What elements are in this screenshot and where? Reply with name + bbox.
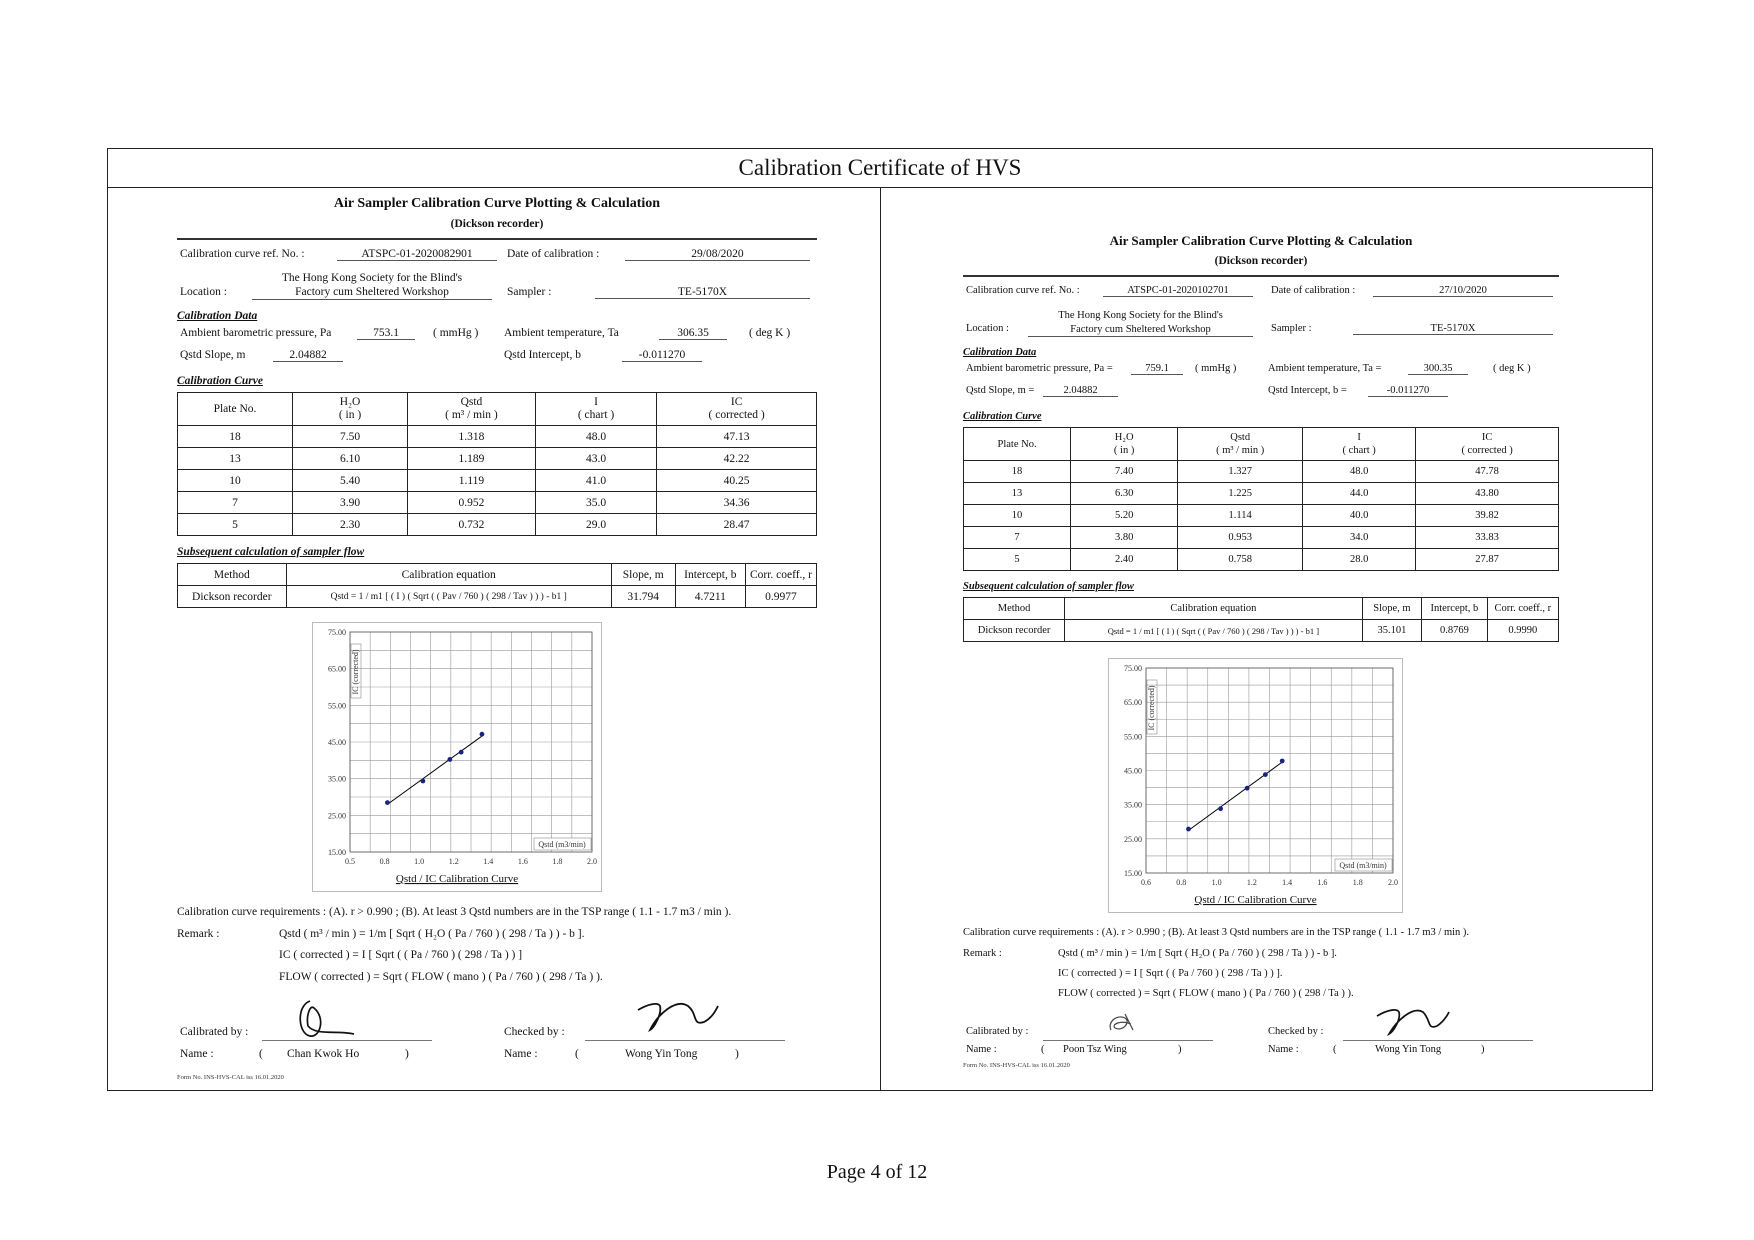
- col-qstd-name: Qstd: [1230, 432, 1251, 443]
- table-row: [964, 527, 1559, 549]
- location-label: Location :: [180, 286, 227, 298]
- table-row: [178, 426, 817, 448]
- calc-col-method: Method: [178, 564, 287, 586]
- ref-label: Calibration curve ref. No. :: [180, 248, 305, 260]
- requirements-text: Calibration curve requirements : (A). r > 0.990 ; (B). At least 3 Qstd numbers are in the TSP range ( 1.1 - 1.7 m3 / min ).: [177, 906, 732, 918]
- cell: 0.953: [1178, 527, 1303, 549]
- pressure-unit: ( mmHg ): [1195, 363, 1237, 374]
- x-axis-label: Qstd (m3/min): [1339, 861, 1387, 870]
- col-ic-name: IC: [730, 396, 743, 408]
- data-point: [421, 779, 426, 784]
- slope-row: [963, 385, 1559, 403]
- cell: 29.0: [535, 514, 656, 536]
- sheet-subtitle: (Dickson recorder): [1214, 255, 1308, 267]
- table-row: [178, 514, 817, 536]
- table-row: [964, 461, 1559, 483]
- table-header-row: [178, 393, 817, 426]
- title-rule: [963, 275, 1559, 277]
- temp-label: Ambient temperature, Ta: [504, 327, 619, 339]
- cell: 39.82: [1416, 505, 1559, 527]
- cell: 0.9977: [745, 586, 816, 608]
- col-h2o-name: H₂O: [1114, 432, 1134, 443]
- checked-line: [585, 1040, 785, 1041]
- intercept-label: Qstd Intercept, b: [504, 349, 581, 361]
- col-qstd: [1178, 428, 1303, 461]
- col-ic-name: IC: [1481, 432, 1493, 443]
- slope-value: 2.04882: [273, 349, 343, 362]
- calibrated-label: Calibrated by :: [180, 1026, 249, 1038]
- cell: 7.50: [293, 426, 408, 448]
- sampler-value: TE-5170X: [1353, 323, 1553, 335]
- checker-signature: [1373, 1000, 1453, 1038]
- temp-label: Ambient temperature, Ta =: [1268, 363, 1382, 374]
- cell: 5.20: [1071, 505, 1178, 527]
- cell: 18: [178, 426, 293, 448]
- table-row: [178, 448, 817, 470]
- y-tick-label: 55.00: [328, 701, 346, 711]
- col-i-unit: ( chart ): [1342, 445, 1376, 456]
- remark-line: Qstd ( m³ / min ) = 1/m [ Sqrt ( H₂O ( Pa / 760 ) ( 298 / Ta ) ) - b ].: [279, 928, 585, 940]
- cell: 35.0: [535, 492, 656, 514]
- ref-value: ATSPC-01-2020082901: [337, 248, 497, 261]
- sheet-subtitle: (Dickson recorder): [450, 218, 544, 230]
- name-label: Name :: [966, 1044, 997, 1055]
- calibrator-signature: [292, 996, 362, 1044]
- data-point: [1280, 759, 1285, 764]
- temp-value: 306.35: [659, 327, 727, 340]
- chart-title: Qstd / IC Calibration Curve: [1194, 894, 1317, 906]
- location-line1: The Hong Kong Society for the Blind's: [281, 272, 463, 284]
- sheet-title: Air Sampler Calibration Curve Plotting & Calculation: [333, 196, 661, 211]
- calc-col-equation: Calibration equation: [286, 564, 611, 586]
- x-tick-label: 1.6: [517, 857, 528, 866]
- table-header-row: [964, 428, 1559, 461]
- x-tick-label: 1.6: [1317, 878, 1328, 887]
- bracket-open: (: [575, 1048, 579, 1060]
- calibration-sheet-left: [177, 196, 817, 1081]
- x-tick-label: 1.0: [414, 857, 425, 866]
- col-i-name: I: [594, 396, 598, 408]
- cell: 48.0: [1303, 461, 1416, 483]
- calc-header-row: [178, 564, 817, 586]
- location-row: [963, 307, 1559, 339]
- table-row: [964, 620, 1559, 642]
- ref-row: [963, 285, 1559, 303]
- name-label: Name :: [504, 1048, 538, 1060]
- cell: 5: [178, 514, 293, 536]
- cell: 0.758: [1178, 549, 1303, 571]
- cell: 7: [964, 527, 1071, 549]
- cell: 42.22: [657, 448, 817, 470]
- flow-calc-table: [963, 597, 1559, 642]
- col-h2o-unit: ( in ): [1113, 445, 1135, 456]
- x-tick-label: 0.8: [1176, 878, 1187, 887]
- calibration-chart-svg: [312, 622, 602, 892]
- calibration-table: [177, 392, 817, 536]
- calc-col-corr: Corr. coeff., r: [1487, 598, 1558, 620]
- calc-col-equation: Calibration equation: [1065, 598, 1363, 620]
- temp-value: 300.35: [1408, 363, 1468, 375]
- x-tick-label: 0.5: [345, 857, 355, 866]
- col-i-name: I: [1357, 432, 1361, 443]
- cell: 5: [964, 549, 1071, 571]
- checker-name: Wong Yin Tong: [1375, 1044, 1442, 1055]
- sampler-label: Sampler :: [507, 286, 552, 298]
- cell: 47.78: [1416, 461, 1559, 483]
- bracket-close: ): [405, 1048, 409, 1060]
- cell: 13: [964, 483, 1071, 505]
- y-tick-label: 75.00: [1124, 664, 1142, 673]
- remark-line: FLOW ( corrected ) = Sqrt ( FLOW ( mano ) ( Pa / 760 ) ( 298 / Ta ) ).: [279, 971, 603, 983]
- cell: 34.36: [657, 492, 817, 514]
- cell: 28.47: [657, 514, 817, 536]
- cell: 2.30: [293, 514, 408, 536]
- calibrated-line: [1043, 1040, 1213, 1041]
- ref-label: Calibration curve ref. No. :: [966, 285, 1080, 296]
- intercept-value: -0.011270: [622, 349, 702, 362]
- subsequent-heading: Subsequent calculation of sampler flow: [963, 581, 1134, 592]
- checked-line: [1343, 1040, 1533, 1041]
- ref-row: [177, 248, 817, 266]
- x-tick-label: 1.8: [1352, 878, 1363, 887]
- table-row: [178, 586, 817, 608]
- cell: 1.189: [408, 448, 536, 470]
- data-point: [1186, 827, 1191, 832]
- signature-block: [963, 1014, 1559, 1058]
- cell: 0.8769: [1422, 620, 1487, 642]
- calc-col-intercept: Intercept, b: [675, 564, 745, 586]
- subsequent-heading: Subsequent calculation of sampler flow: [177, 546, 365, 558]
- y-tick-label: 65.00: [328, 664, 346, 674]
- chart-title: Qstd / IC Calibration Curve: [395, 873, 519, 885]
- cell: 6.30: [1071, 483, 1178, 505]
- checker-signature: [632, 992, 722, 1036]
- col-qstd-unit: ( m³ / min ): [445, 409, 498, 421]
- calibration-chart: [1108, 658, 1403, 913]
- table-row: [964, 483, 1559, 505]
- slope-label: Qstd Slope, m =: [966, 385, 1035, 396]
- cell: 10: [178, 470, 293, 492]
- cell: 1.327: [1178, 461, 1303, 483]
- y-tick-label: 15.00: [328, 848, 346, 857]
- cell: 44.0: [1303, 483, 1416, 505]
- cell: 4.7211: [675, 586, 745, 608]
- cell: 6.10: [293, 448, 408, 470]
- table-row: [178, 470, 817, 492]
- cell: 7: [178, 492, 293, 514]
- cell: 1.318: [408, 426, 536, 448]
- y-tick-label: 65.00: [1124, 698, 1142, 708]
- calc-col-corr: Corr. coeff., r: [745, 564, 816, 586]
- pressure-unit: ( mmHg ): [433, 327, 479, 339]
- x-axis-label: Qstd (m3/min): [538, 840, 586, 849]
- cell: 3.90: [293, 492, 408, 514]
- intercept-label: Qstd Intercept, b =: [1268, 385, 1347, 396]
- cell: 18: [964, 461, 1071, 483]
- location-label: Location :: [966, 323, 1009, 334]
- remark-block: [963, 948, 1559, 1010]
- temp-unit: ( deg K ): [1493, 363, 1531, 374]
- data-point: [459, 750, 464, 755]
- cell: 35.101: [1362, 620, 1422, 642]
- col-qstd-unit: ( m³ / min ): [1216, 445, 1265, 456]
- calc-col-slope: Slope, m: [611, 564, 675, 586]
- calc-col-method: Method: [964, 598, 1065, 620]
- data-point: [385, 800, 390, 805]
- calibration-table: [963, 427, 1559, 571]
- col-h2o: [293, 393, 408, 426]
- col-plate: Plate No.: [178, 393, 293, 426]
- y-tick-label: 25.00: [1124, 834, 1142, 844]
- certificate-frame: [107, 148, 1653, 1091]
- calibrator-signature: [1103, 1010, 1139, 1038]
- date-value: 29/08/2020: [625, 248, 810, 261]
- x-tick-label: 1.0: [1211, 878, 1222, 887]
- calibrated-label: Calibrated by :: [966, 1026, 1029, 1037]
- cal-data-heading: Calibration Data: [177, 310, 258, 322]
- col-h2o: [1071, 428, 1178, 461]
- cell: 27.87: [1416, 549, 1559, 571]
- x-tick-label: 1.8: [552, 857, 563, 866]
- ref-value: ATSPC-01-2020102701: [1103, 285, 1253, 297]
- name-label: Name :: [1268, 1044, 1299, 1055]
- cell: 0.952: [408, 492, 536, 514]
- pressure-label: Ambient barometric pressure, Pa: [180, 327, 332, 339]
- cal-data-heading: Calibration Data: [963, 347, 1037, 358]
- date-value: 27/10/2020: [1373, 285, 1553, 297]
- calc-col-intercept: Intercept, b: [1422, 598, 1487, 620]
- sheet-title: Air Sampler Calibration Curve Plotting & Calculation: [1109, 233, 1413, 248]
- calibration-chart: [312, 622, 602, 892]
- cell: 40.0: [1303, 505, 1416, 527]
- slope-label: Qstd Slope, m: [180, 349, 246, 361]
- calibrator-name: Chan Kwok Ho: [287, 1048, 360, 1060]
- table-row: [178, 492, 817, 514]
- col-h2o-unit: ( in ): [338, 409, 362, 421]
- y-tick-label: 35.00: [1124, 800, 1142, 810]
- curve-heading: Calibration Curve: [177, 375, 263, 387]
- flow-calc-table: [177, 563, 817, 608]
- col-ic-unit: ( corrected ): [1461, 445, 1513, 456]
- y-tick-label: 35.00: [328, 774, 346, 784]
- cell: 0.9990: [1487, 620, 1558, 642]
- col-ic: [657, 393, 817, 426]
- col-h2o-name: H₂O: [339, 396, 361, 408]
- y-axis-label: IC (corrected): [1147, 685, 1156, 731]
- curve-heading: Calibration Curve: [963, 411, 1042, 422]
- x-tick-label: 0.8: [379, 857, 390, 866]
- cell: 34.0: [1303, 527, 1416, 549]
- cell: 43.0: [535, 448, 656, 470]
- data-point: [447, 757, 452, 762]
- bracket-close: ): [735, 1048, 739, 1060]
- data-point: [480, 732, 485, 737]
- table-row: [964, 549, 1559, 571]
- cell: 2.40: [1071, 549, 1178, 571]
- bracket-open: (: [1041, 1044, 1045, 1055]
- slope-value: 2.04882: [1043, 385, 1118, 397]
- cell: 10: [964, 505, 1071, 527]
- location-line1: The Hong Kong Society for the Blind's: [1058, 310, 1223, 321]
- calibration-sheet-right: [963, 233, 1559, 1069]
- cell: 48.0: [535, 426, 656, 448]
- location-line2: Factory cum Sheltered Workshop: [1028, 323, 1253, 337]
- cell: 7.40: [1071, 461, 1178, 483]
- cell: 33.83: [1416, 527, 1559, 549]
- y-tick-label: 45.00: [1124, 766, 1142, 776]
- name-label: Name :: [180, 1048, 214, 1060]
- date-label: Date of calibration :: [507, 248, 600, 260]
- cell: 3.80: [1071, 527, 1178, 549]
- x-tick-label: 1.4: [1282, 878, 1293, 887]
- cell: 0.732: [408, 514, 536, 536]
- y-tick-label: 75.00: [328, 628, 346, 637]
- cell: 28.0: [1303, 549, 1416, 571]
- remark-line: Qstd ( m³ / min ) = 1/m [ Sqrt ( H₂O ( Pa / 760 ) ( 298 / Ta ) ) - b ].: [1058, 948, 1337, 959]
- col-i: [535, 393, 656, 426]
- form-number: Form No. INS-HVS-CAL iss 16.01.2020: [963, 1062, 1070, 1069]
- x-tick-label: 1.2: [1246, 878, 1257, 887]
- requirements-text: Calibration curve requirements : (A). r > 0.990 ; (B). At least 3 Qstd numbers are in the TSP range ( 1.1 - 1.7 m3 / min ).: [963, 927, 1470, 938]
- cell: 41.0: [535, 470, 656, 492]
- cell: 31.794: [611, 586, 675, 608]
- data-point: [1245, 786, 1250, 791]
- checked-label: Checked by :: [504, 1026, 565, 1038]
- calibration-chart-svg: [1108, 658, 1403, 913]
- col-qstd-name: Qstd: [460, 396, 483, 408]
- calibrator-name: Poon Tsz Wing: [1063, 1044, 1127, 1055]
- col-i: [1303, 428, 1416, 461]
- col-qstd: [408, 393, 536, 426]
- cell: Qstd = 1 / m1 [ ( I ) ( Sqrt ( ( Pav / 760 ) ( 298 / Tav ) ) ) - b1 ]: [1065, 620, 1363, 642]
- temp-unit: ( deg K ): [749, 327, 791, 339]
- cell: 1.225: [1178, 483, 1303, 505]
- remark-line: IC ( corrected ) = I [ Sqrt ( ( Pa / 760 ) ( 298 / Ta ) ) ]: [279, 949, 523, 961]
- page-number: Page 4 of 12: [826, 1161, 928, 1183]
- bracket-open: (: [1333, 1044, 1337, 1055]
- x-tick-label: 1.2: [448, 857, 459, 866]
- remark-label: Remark :: [177, 928, 220, 940]
- y-axis-label: IC (corrected): [351, 649, 360, 695]
- location-line2: Factory cum Sheltered Workshop: [252, 286, 492, 300]
- col-i-unit: ( chart ): [577, 409, 615, 421]
- calc-header-row: [964, 598, 1559, 620]
- checked-label: Checked by :: [1268, 1026, 1324, 1037]
- cell: Dickson recorder: [178, 586, 287, 608]
- checker-name: Wong Yin Tong: [625, 1048, 698, 1060]
- x-tick-label: 1.4: [483, 857, 494, 866]
- date-label: Date of calibration :: [1271, 285, 1356, 296]
- remark-line: FLOW ( corrected ) = Sqrt ( FLOW ( mano ) ( Pa / 760 ) ( 298 / Ta ) ).: [1058, 988, 1354, 999]
- cell: 1.119: [408, 470, 536, 492]
- y-tick-label: 45.00: [328, 738, 346, 747]
- remark-line: IC ( corrected ) = I [ Sqrt ( ( Pa / 760 ) ( 298 / Ta ) ) ].: [1058, 968, 1283, 979]
- col-plate: Plate No.: [964, 428, 1071, 461]
- col-ic-unit: ( corrected ): [708, 409, 765, 421]
- cell: 13: [178, 448, 293, 470]
- sampler-value: TE-5170X: [595, 286, 810, 299]
- form-number: Form No. INS-HVS-CAL iss 16.01.2020: [177, 1074, 284, 1081]
- col-ic: [1416, 428, 1559, 461]
- title-rule: [177, 238, 817, 240]
- cell: 1.114: [1178, 505, 1303, 527]
- intercept-value: -0.011270: [1368, 385, 1448, 397]
- cell: 40.25: [657, 470, 817, 492]
- data-point: [1218, 806, 1223, 811]
- y-tick-label: 15.00: [1124, 869, 1142, 878]
- cell: 5.40: [293, 470, 408, 492]
- bracket-close: ): [1481, 1044, 1485, 1055]
- remark-label: Remark :: [963, 948, 1002, 959]
- y-tick-label: 25.00: [328, 811, 346, 821]
- signature-block: [177, 1010, 817, 1070]
- bracket-close: ): [1178, 1044, 1182, 1055]
- certificate-title: Calibration Certificate of HVS: [108, 149, 1652, 188]
- bracket-open: (: [259, 1048, 263, 1060]
- cell: 43.80: [1416, 483, 1559, 505]
- y-tick-label: 55.00: [1124, 732, 1142, 742]
- sampler-label: Sampler :: [1271, 323, 1312, 334]
- x-tick-label: 2.0: [587, 857, 597, 866]
- pressure-row: [177, 327, 817, 345]
- pressure-label: Ambient barometric pressure, Pa =: [966, 363, 1113, 374]
- column-divider: [880, 187, 881, 1090]
- location-row: [177, 270, 817, 302]
- slope-row: [177, 349, 817, 367]
- cell: Qstd = 1 / m1 [ ( I ) ( Sqrt ( ( Pav / 760 ) ( 298 / Tav ) ) ) - b1 ]: [286, 586, 611, 608]
- x-tick-label: 2.0: [1388, 878, 1398, 887]
- data-point: [1263, 772, 1268, 777]
- cell: 47.13: [657, 426, 817, 448]
- x-tick-label: 0.6: [1141, 878, 1151, 887]
- table-row: [964, 505, 1559, 527]
- calc-col-slope: Slope, m: [1362, 598, 1422, 620]
- pressure-row: [963, 363, 1559, 381]
- pressure-value: 753.1: [357, 327, 415, 340]
- pressure-value: 759.1: [1131, 363, 1183, 375]
- cell: Dickson recorder: [964, 620, 1065, 642]
